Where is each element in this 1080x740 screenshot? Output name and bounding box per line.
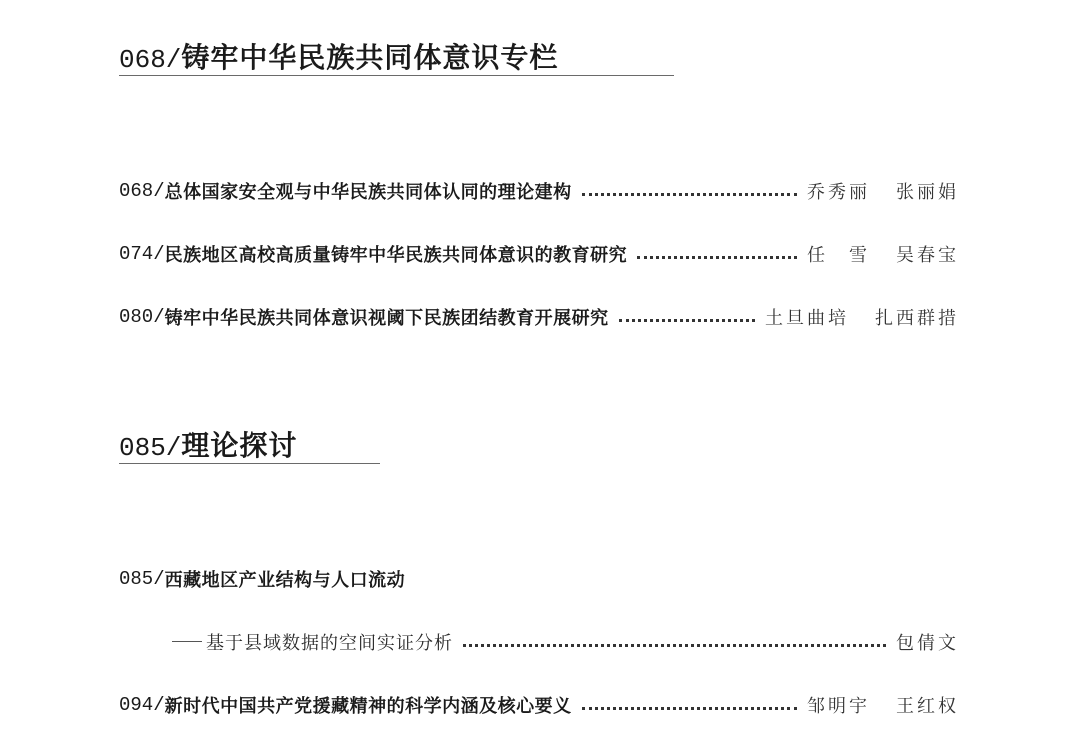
entry-authors [807, 178, 959, 204]
entry-authors [807, 692, 959, 718]
author: 乔秀丽 [807, 182, 870, 203]
entry-authors [765, 304, 959, 330]
entry-title: 铸牢中华民族共同体意识视阈下民族团结教育开展研究 [164, 308, 609, 329]
dot-leader [463, 644, 886, 647]
em-dash [172, 641, 202, 642]
entry-page-number: 074/ [119, 243, 165, 265]
entry-title: 民族地区高校高质量铸牢中华民族共同体意识的教育研究 [164, 245, 628, 266]
author: 任 雪 [807, 245, 870, 266]
toc-entry[interactable] [119, 690, 959, 720]
entry-subtitle: 基于县域数据的空间实证分析 [206, 633, 453, 654]
toc-entry[interactable] [119, 564, 959, 594]
section-heading [119, 429, 380, 464]
section-heading [119, 41, 674, 76]
toc-entry[interactable] [119, 239, 959, 269]
section-number: 068/ [119, 45, 182, 75]
entry-page-number: 094/ [119, 694, 165, 716]
entry-authors [896, 629, 959, 655]
dot-leader [619, 319, 755, 322]
author: 吴春宝 [896, 245, 959, 266]
entry-title: 新时代中国共产党援藏精神的科学内涵及核心要义 [164, 696, 572, 717]
entry-title: 西藏地区产业结构与人口流动 [164, 570, 406, 591]
dot-leader [637, 256, 797, 259]
entry-page-number: 068/ [119, 180, 165, 202]
author: 王红权 [896, 696, 959, 717]
toc-entry[interactable] [119, 176, 959, 206]
toc-entry[interactable] [119, 302, 959, 332]
entry-page-number: 080/ [119, 306, 165, 328]
entry-authors [807, 241, 959, 267]
section-number: 085/ [119, 433, 182, 463]
entry-title: 总体国家安全观与中华民族共同体认同的理论建构 [164, 182, 572, 203]
dot-leader [582, 193, 797, 196]
author: 包倩文 [896, 633, 959, 654]
entry-page-number: 085/ [119, 568, 165, 590]
toc-entry-subtitle[interactable] [172, 627, 959, 657]
dot-leader [582, 707, 797, 710]
author: 张丽娟 [896, 182, 959, 203]
author: 土旦曲培 [765, 308, 849, 329]
section-title: 铸牢中华民族共同体意识专栏 [181, 41, 559, 74]
section-title: 理论探讨 [181, 429, 298, 462]
author: 邹明宇 [807, 696, 870, 717]
author: 扎西群措 [875, 308, 959, 329]
